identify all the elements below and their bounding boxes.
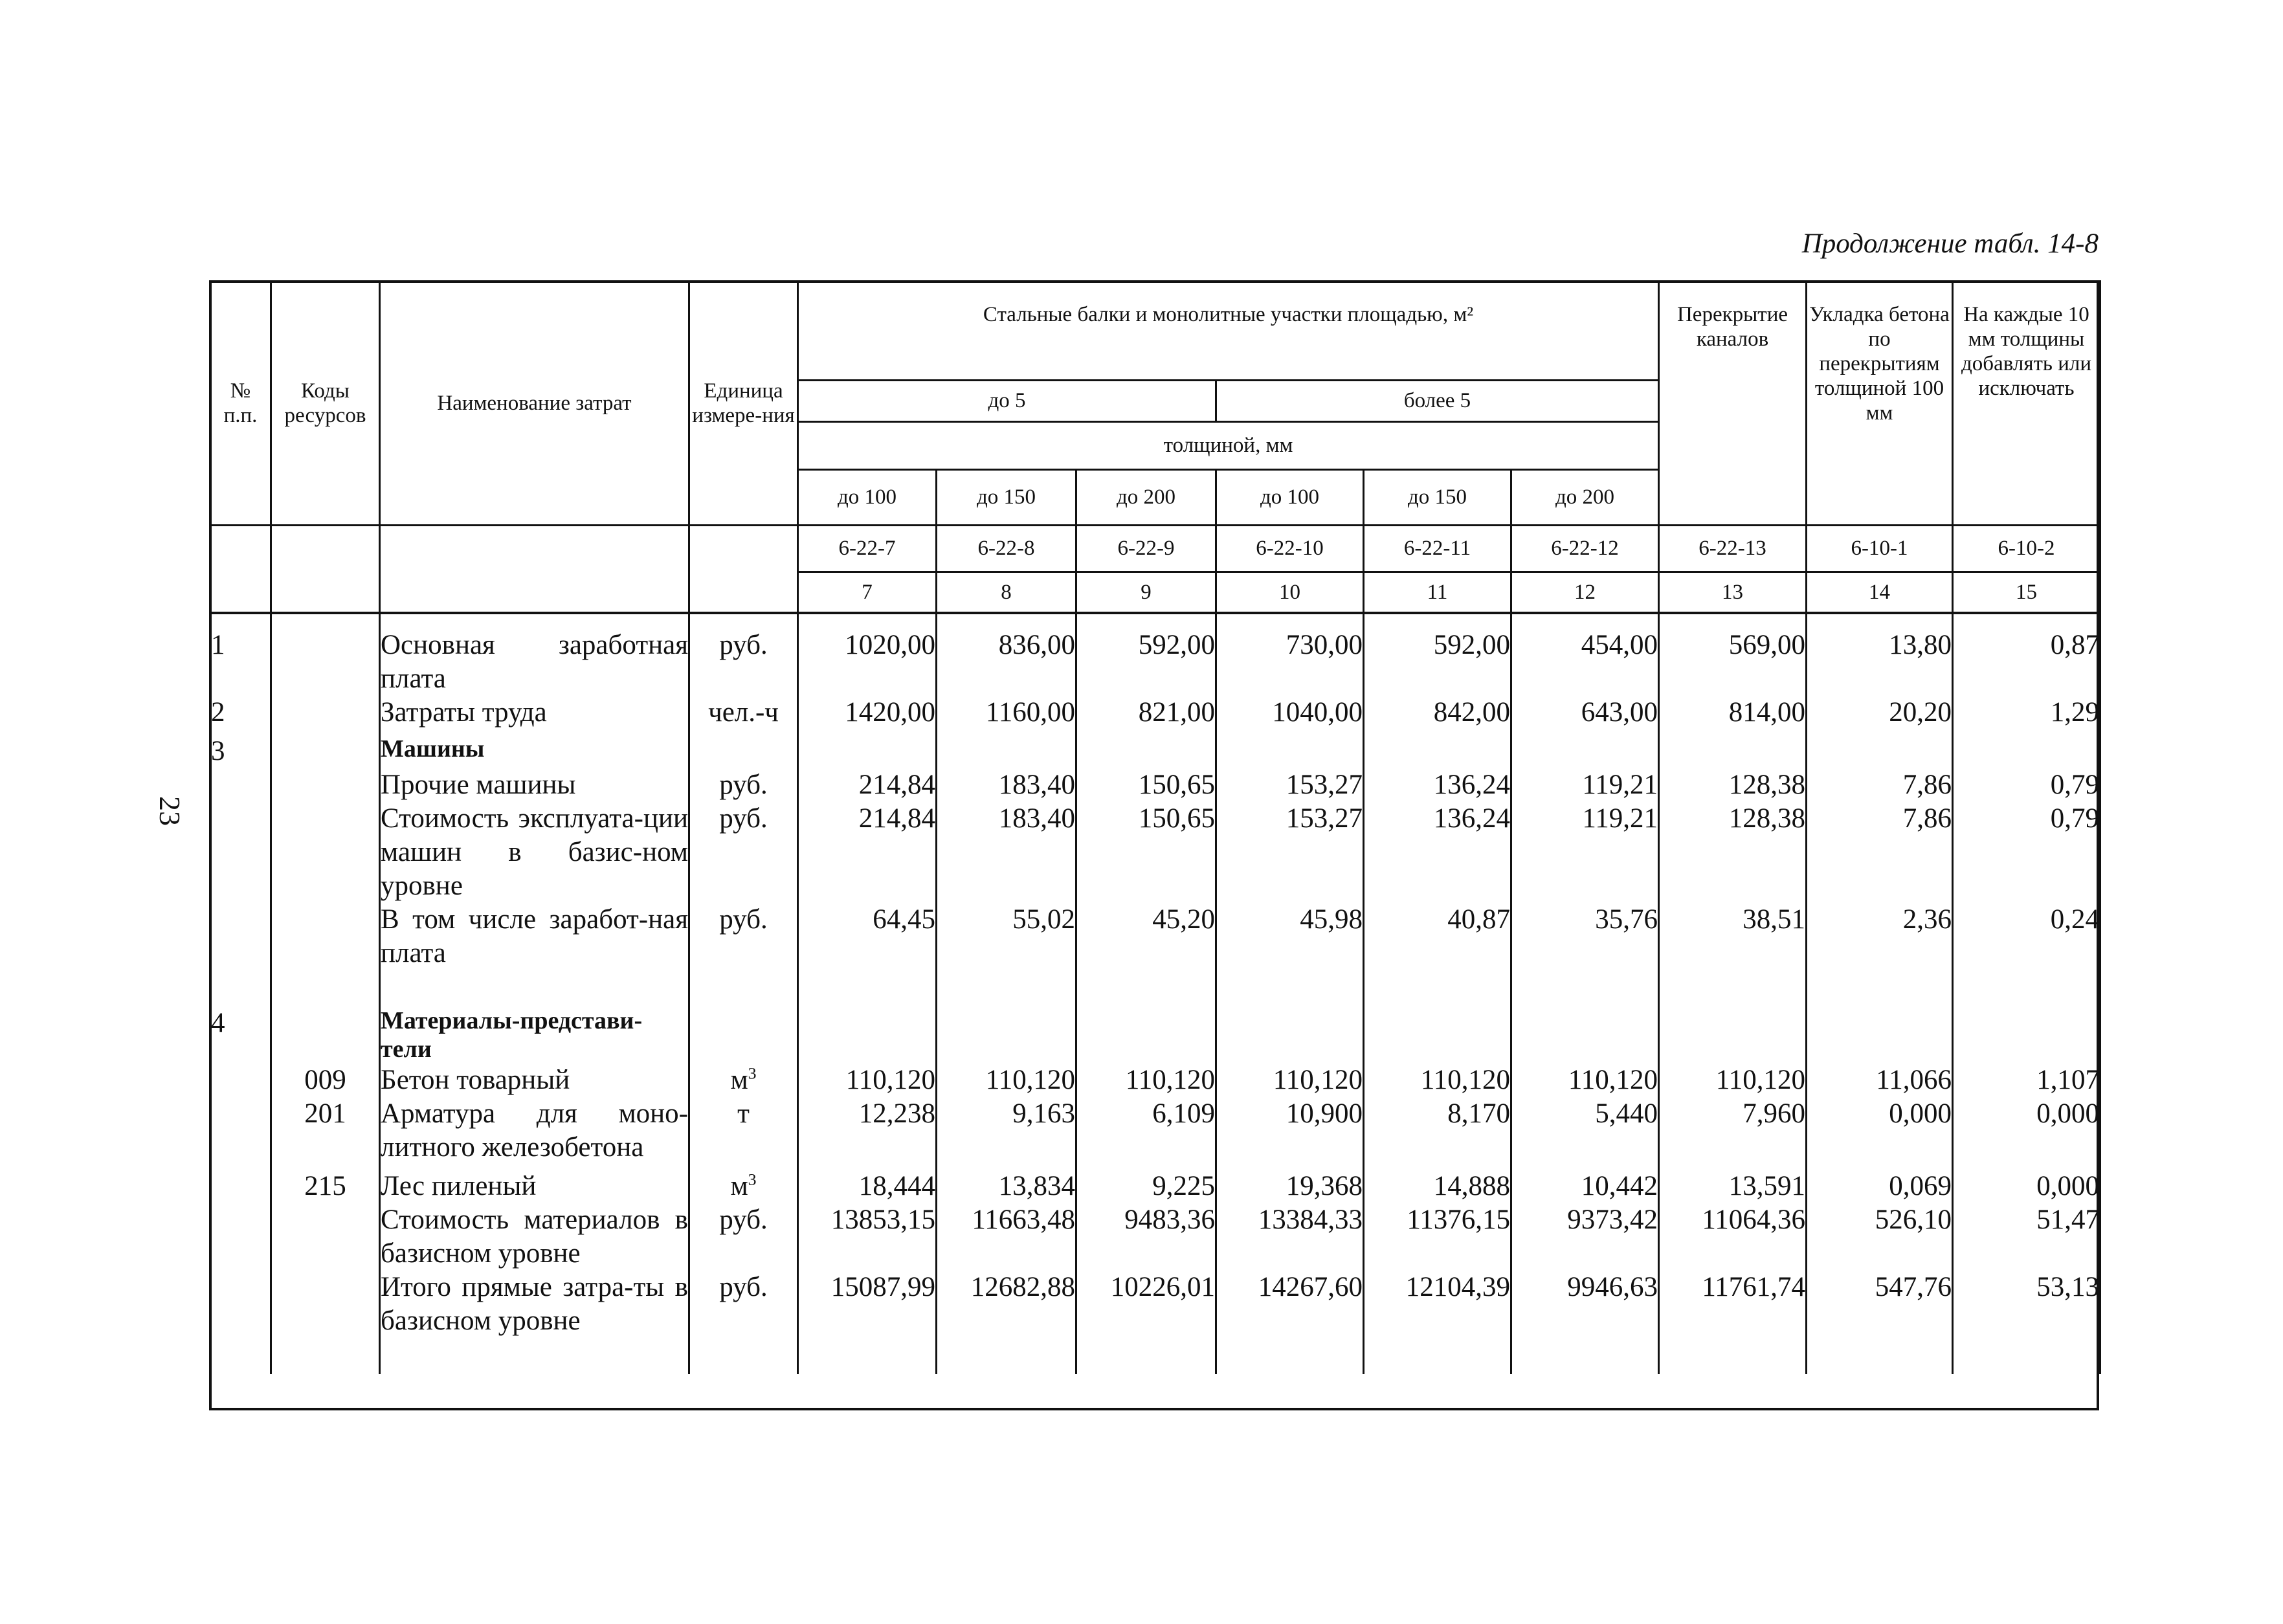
header-over-5: более 5: [1216, 380, 1659, 421]
header-per-10mm: На каждые 10 мм толщины добавлять или исключать: [1953, 282, 2100, 525]
cost-name: Стоимость материалов в базисном уровне: [380, 1203, 689, 1271]
value-cell: 14267,60: [1216, 1271, 1364, 1338]
resource-code: 215: [271, 1170, 380, 1203]
unit: руб.: [689, 1203, 798, 1271]
value-cell: 51,47: [1953, 1203, 2100, 1271]
value-cell: 11663,48: [937, 1203, 1076, 1271]
resource-code: 201: [271, 1097, 380, 1164]
column-number: 10: [1216, 572, 1364, 613]
value-cell: 1160,00: [937, 696, 1076, 729]
column-number: 9: [1076, 572, 1216, 613]
norm-code: 6-22-12: [1511, 525, 1659, 572]
value-cell: 730,00: [1216, 613, 1364, 696]
value-cell: 821,00: [1076, 696, 1216, 729]
value-cell: 110,120: [1076, 1063, 1216, 1097]
value-cell: 45,20: [1076, 903, 1216, 970]
value-cell: 11761,74: [1659, 1271, 1807, 1338]
header-thickness-3: до 200: [1076, 469, 1216, 525]
value-cell: 7,86: [1807, 768, 1953, 802]
value-cell: 9,163: [937, 1097, 1076, 1164]
norm-code: 6-22-7: [798, 525, 937, 572]
value-cell: 1040,00: [1216, 696, 1364, 729]
value-cell: 153,27: [1216, 802, 1364, 903]
unit: чел.-ч: [689, 696, 798, 729]
value-cell: 7,960: [1659, 1097, 1807, 1164]
norm-code: 6-22-8: [937, 525, 1076, 572]
value-cell: 64,45: [798, 903, 937, 970]
cost-name: В том числе заработ-ная плата: [380, 903, 689, 970]
column-number: 15: [1953, 572, 2100, 613]
value-cell: 814,00: [1659, 696, 1807, 729]
value-cell: 14,888: [1364, 1170, 1511, 1203]
value-cell: 136,24: [1364, 802, 1511, 903]
value-cell: 454,00: [1511, 613, 1659, 696]
value-cell: 55,02: [937, 903, 1076, 970]
value-cell: 643,00: [1511, 696, 1659, 729]
value-cell: 6,109: [1076, 1097, 1216, 1164]
value-cell: 1,107: [1953, 1063, 2100, 1097]
column-number: 7: [798, 572, 937, 613]
value-cell: 13853,15: [798, 1203, 937, 1271]
value-cell: 7,86: [1807, 802, 1953, 903]
value-cell: 45,98: [1216, 903, 1364, 970]
norm-code: 6-22-11: [1364, 525, 1511, 572]
row-number: 2: [210, 696, 271, 729]
value-cell: 11064,36: [1659, 1203, 1807, 1271]
header-concrete: Укладка бетона по перекрытиям толщиной 100 мм: [1807, 282, 1953, 525]
table-border: [209, 280, 2099, 1410]
cost-name: Лес пиленый: [380, 1170, 689, 1203]
value-cell: 12682,88: [937, 1271, 1076, 1338]
value-cell: 136,24: [1364, 768, 1511, 802]
unit: $м^3$: [689, 1170, 798, 1203]
norm-code: 6-22-13: [1659, 525, 1807, 572]
cost-name: Затраты труда: [380, 696, 689, 729]
header-num: № п.п.: [210, 282, 271, 525]
value-cell: 128,38: [1659, 802, 1807, 903]
column-number: 8: [937, 572, 1076, 613]
value-cell: 5,440: [1511, 1097, 1659, 1164]
section-title: Материалы-представи-тели: [380, 1007, 689, 1063]
page-number: 23: [153, 796, 186, 826]
cost-name: Прочие машины: [380, 768, 689, 802]
value-cell: 0,000: [1953, 1170, 2100, 1203]
value-cell: 183,40: [937, 768, 1076, 802]
unit: руб.: [689, 768, 798, 802]
header-thickness-6: до 200: [1511, 469, 1659, 525]
value-cell: 20,20: [1807, 696, 1953, 729]
unit: $м^3$: [689, 1063, 798, 1097]
value-cell: 1020,00: [798, 613, 937, 696]
value-cell: 214,84: [798, 768, 937, 802]
value-cell: 1,29: [1953, 696, 2100, 729]
value-cell: 110,120: [1216, 1063, 1364, 1097]
value-cell: 9946,63: [1511, 1271, 1659, 1338]
header-channels: Перекрытие каналов: [1659, 282, 1807, 525]
unit: руб.: [689, 802, 798, 903]
value-cell: 0,000: [1953, 1097, 2100, 1164]
value-cell: 592,00: [1076, 613, 1216, 696]
unit: т: [689, 1097, 798, 1164]
value-cell: 11,066: [1807, 1063, 1953, 1097]
cost-name: Основная заработная плата: [380, 613, 689, 696]
value-cell: 0,000: [1807, 1097, 1953, 1164]
value-cell: 18,444: [798, 1170, 937, 1203]
value-cell: 13,591: [1659, 1170, 1807, 1203]
value-cell: 13,834: [937, 1170, 1076, 1203]
value-cell: 8,170: [1364, 1097, 1511, 1164]
value-cell: 150,65: [1076, 768, 1216, 802]
cost-name: Стоимость эксплуата-ции машин в базис-ном уровне: [380, 802, 689, 903]
value-cell: 19,368: [1216, 1170, 1364, 1203]
value-cell: 150,65: [1076, 802, 1216, 903]
value-cell: 0,79: [1953, 802, 2100, 903]
column-number: 13: [1659, 572, 1807, 613]
unit: руб.: [689, 613, 798, 696]
value-cell: 35,76: [1511, 903, 1659, 970]
unit: руб.: [689, 903, 798, 970]
value-cell: 214,84: [798, 802, 937, 903]
value-cell: 13,80: [1807, 613, 1953, 696]
value-cell: 13384,33: [1216, 1203, 1364, 1271]
value-cell: 10,900: [1216, 1097, 1364, 1164]
value-cell: 110,120: [798, 1063, 937, 1097]
value-cell: 0,24: [1953, 903, 2100, 970]
norm-code: 6-10-2: [1953, 525, 2100, 572]
value-cell: 592,00: [1364, 613, 1511, 696]
value-cell: 110,120: [1511, 1063, 1659, 1097]
value-cell: 0,069: [1807, 1170, 1953, 1203]
value-cell: 9373,42: [1511, 1203, 1659, 1271]
value-cell: 0,79: [1953, 768, 2100, 802]
cost-name: Арматура для моно-литного железобетона: [380, 1097, 689, 1164]
header-up-to-5: до 5: [798, 380, 1216, 421]
norm-code: 6-22-9: [1076, 525, 1216, 572]
value-cell: 110,120: [1659, 1063, 1807, 1097]
header-codes: Коды ресурсов: [271, 282, 380, 525]
value-cell: 10,442: [1511, 1170, 1659, 1203]
value-cell: 526,10: [1807, 1203, 1953, 1271]
header-group: Стальные балки и монолитные участки площадью, м²: [798, 282, 1659, 380]
value-cell: 836,00: [937, 613, 1076, 696]
value-cell: 9483,36: [1076, 1203, 1216, 1271]
value-cell: 569,00: [1659, 613, 1807, 696]
value-cell: 153,27: [1216, 768, 1364, 802]
unit: руб.: [689, 1271, 798, 1338]
value-cell: 15087,99: [798, 1271, 937, 1338]
norm-code: 6-22-10: [1216, 525, 1364, 572]
value-cell: 40,87: [1364, 903, 1511, 970]
value-cell: 119,21: [1511, 768, 1659, 802]
value-cell: 12104,39: [1364, 1271, 1511, 1338]
header-thickness-1: до 100: [798, 469, 937, 525]
row-number: 3: [210, 735, 271, 768]
header-unit: Единица измере-ния: [689, 282, 798, 525]
cost-name: Бетон товарный: [380, 1063, 689, 1097]
value-cell: 9,225: [1076, 1170, 1216, 1203]
value-cell: 110,120: [937, 1063, 1076, 1097]
value-cell: 183,40: [937, 802, 1076, 903]
column-number: 11: [1364, 572, 1511, 613]
value-cell: 1420,00: [798, 696, 937, 729]
header-thickness-2: до 150: [937, 469, 1076, 525]
column-number: 12: [1511, 572, 1659, 613]
value-cell: 842,00: [1364, 696, 1511, 729]
resource-code: 009: [271, 1063, 380, 1097]
norm-code: 6-10-1: [1807, 525, 1953, 572]
header-thickness-5: до 150: [1364, 469, 1511, 525]
value-cell: 119,21: [1511, 802, 1659, 903]
value-cell: 12,238: [798, 1097, 937, 1164]
value-cell: 53,13: [1953, 1271, 2100, 1338]
column-number: 14: [1807, 572, 1953, 613]
value-cell: 128,38: [1659, 768, 1807, 802]
value-cell: 547,76: [1807, 1271, 1953, 1338]
value-cell: 38,51: [1659, 903, 1807, 970]
header-name: Наименование затрат: [380, 282, 689, 525]
value-cell: 0,87: [1953, 613, 2100, 696]
header-thickness-4: до 100: [1216, 469, 1364, 525]
value-cell: 10226,01: [1076, 1271, 1216, 1338]
header-thickness: толщиной, мм: [798, 421, 1659, 469]
value-cell: 11376,15: [1364, 1203, 1511, 1271]
value-cell: 2,36: [1807, 903, 1953, 970]
section-title: Машины: [380, 735, 689, 768]
value-cell: 110,120: [1364, 1063, 1511, 1097]
table-caption: Продолжение табл. 14-8: [1801, 228, 2099, 259]
cost-name: Итого прямые затра-ты в базисном уровне: [380, 1271, 689, 1338]
row-number: 4: [210, 1007, 271, 1063]
row-number: 1: [210, 613, 271, 696]
